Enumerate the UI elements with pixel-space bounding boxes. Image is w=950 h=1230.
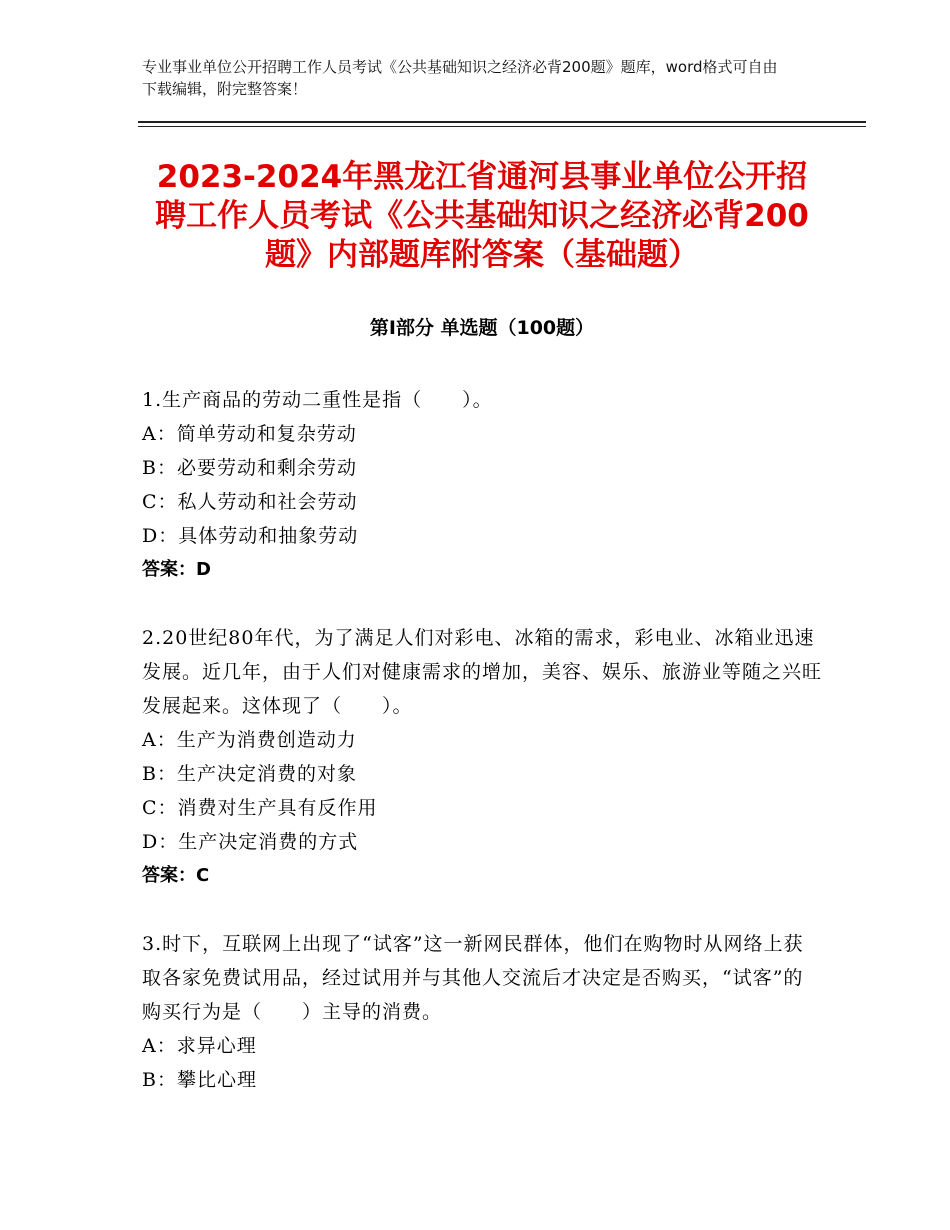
question-list bbox=[142, 383, 822, 1131]
option-b: B：必要劳动和剩余劳动 bbox=[142, 457, 357, 479]
header-divider-thick bbox=[138, 121, 866, 123]
question-text: 1.生产商品的劳动二重性是指（ ）。 bbox=[142, 389, 493, 411]
document-title: 2023-2024年黑龙江省通河县事业单位公开招聘工作人员考试《公共基础知识之经济必背200题》内部题库附答案（基础题） bbox=[155, 159, 809, 273]
question-text: 2.20世纪80年代，为了满足人们对彩电、冰箱的需求，彩电业、冰箱业迅速发展。近几年，由于人们对健康需求的增加，美容、娱乐、旅游业等随之兴旺发展起来。这体现了（ ）。 bbox=[142, 627, 823, 717]
answer: 答案：C bbox=[142, 865, 210, 886]
header-note: 专业事业单位公开招聘工作人员考试《公共基础知识之经济必背200题》题库，word格式可自由下载编辑，附完整答案！ bbox=[142, 58, 778, 98]
question-2 bbox=[142, 621, 822, 893]
option-d: D：具体劳动和抽象劳动 bbox=[142, 525, 359, 547]
question-3 bbox=[142, 927, 822, 1097]
option-b: B：生产决定消费的对象 bbox=[142, 763, 357, 785]
option-c: C：消费对生产具有反作用 bbox=[142, 797, 378, 819]
section-title: 第Ⅰ部分 单选题（100题） bbox=[369, 317, 595, 339]
header-divider-thin bbox=[138, 126, 866, 127]
option-a: A：求异心理 bbox=[142, 1035, 257, 1057]
answer: 答案：D bbox=[142, 559, 211, 580]
option-a: A：生产为消费创造动力 bbox=[142, 729, 357, 751]
option-c: C：私人劳动和社会劳动 bbox=[142, 491, 358, 513]
option-d: D：生产决定消费的方式 bbox=[142, 831, 359, 853]
option-b: B：攀比心理 bbox=[142, 1069, 257, 1091]
question-text: 3.时下，互联网上出现了“试客”这一新网民群体，他们在购物时从网络上获取各家免费试用品，经过试用并与其他人交流后才决定是否购买，“试客”的购买行为是（ ）主导的消费。 bbox=[142, 933, 804, 1023]
question-1 bbox=[142, 383, 822, 587]
option-a: A：简单劳动和复杂劳动 bbox=[142, 423, 357, 445]
